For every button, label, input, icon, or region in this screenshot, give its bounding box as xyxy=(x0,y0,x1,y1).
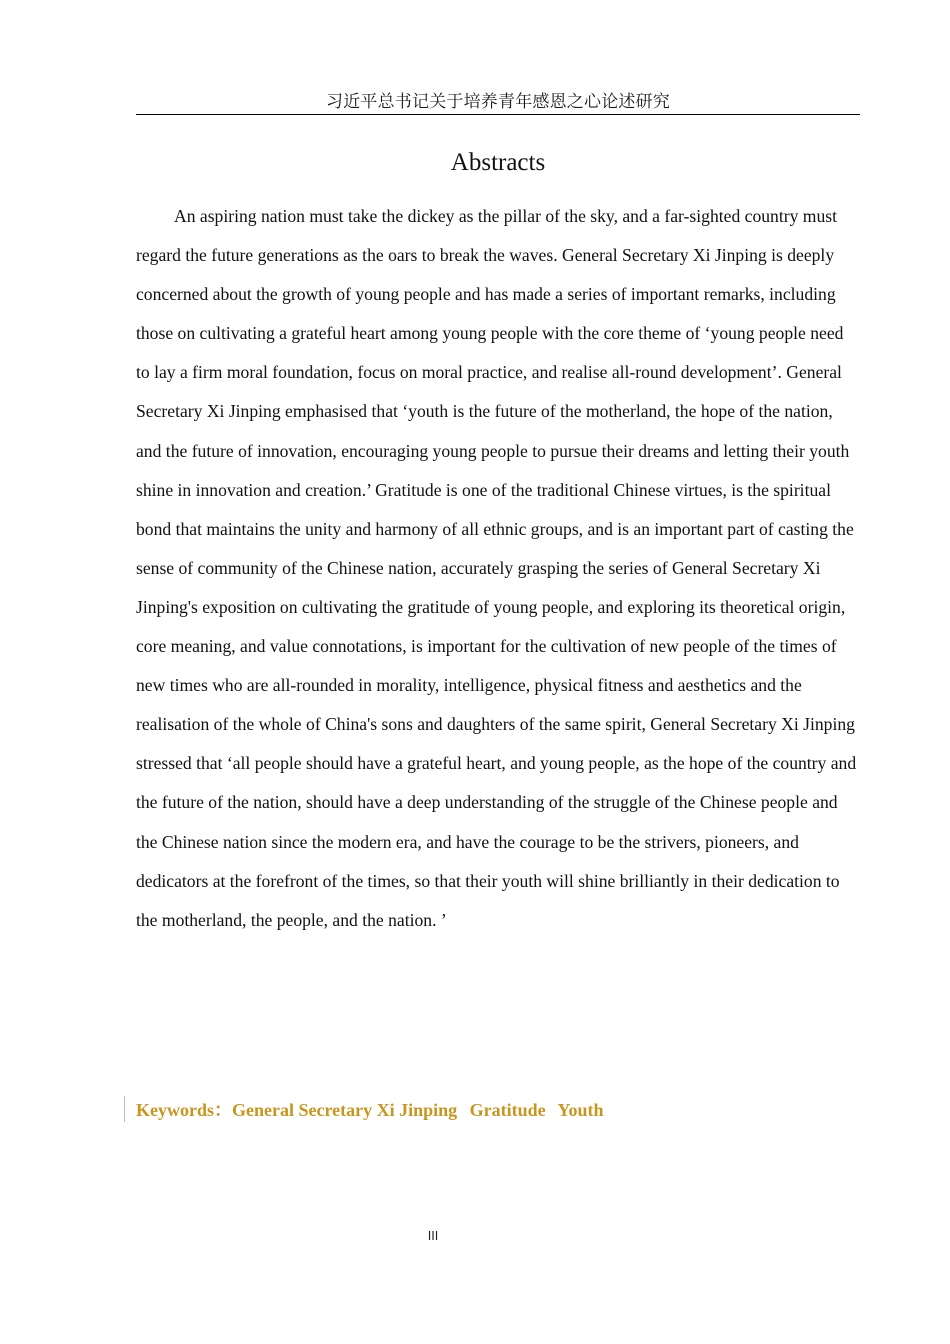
section-title: Abstracts xyxy=(450,149,546,176)
keyword-item: Gratitude xyxy=(469,1100,546,1120)
keywords-label: Keywords： xyxy=(136,1100,232,1120)
keyword-item: Youth xyxy=(557,1100,604,1120)
abstract-paragraph: An aspiring nation must take the dickey as the pillar of the sky, and a far-sighted country must regard the future generations as the oars to break the waves. General Secretary Xi Jinping is deeply concerned about the growth of young people and has made a series of important remarks, including those on cultivating a grateful heart among young people with the core theme of ‘young people need to lay a firm moral foundation, focus on moral practice, and realise all-round development’. General Secretary Xi Jinping emphasised that ‘youth is the future of the motherland, the hope of the nation, and the future of innovation, encouraging young people to pursue their dreams and letting their youth shine in innovation and creation.’ Gratitude is one of the traditional Chinese virtues, is the spiritual bond that maintains the unity and harmony of all ethnic groups, and is an important part of casting the sense of community of the Chinese nation, accurately grasping the series of General Secretary Xi Jinping's exposition on cultivating the gratitude of young people, and exploring its theoretical origin, core meaning, and value connotations, is important for the cultivation of new people of the times of new times who are all-rounded in morality, intelligence, physical fitness and aesthetics and the realisation of the whole of China's sons and daughters of the same spirit, General Secretary Xi Jinping stressed that ‘all people should have a grateful heart, and young people, as the hope of the country and the future of the nation, should have a deep understanding of the struggle of the Chinese people and the Chinese nation since the modern era, and have the courage to be the strivers, pioneers, and dedicators at the forefront of the times, so that their youth will shine brilliantly in their dedication to the motherland, the people, and the nation. ’ xyxy=(136,206,857,930)
running-header: 习近平总书记关于培养青年感恩之心论述研究 xyxy=(136,90,860,115)
keyword-item: General Secretary Xi Jinping xyxy=(232,1100,458,1120)
margin-change-bar xyxy=(124,1096,125,1122)
page-number: III xyxy=(427,1229,439,1243)
keywords-line xyxy=(136,1096,860,1124)
